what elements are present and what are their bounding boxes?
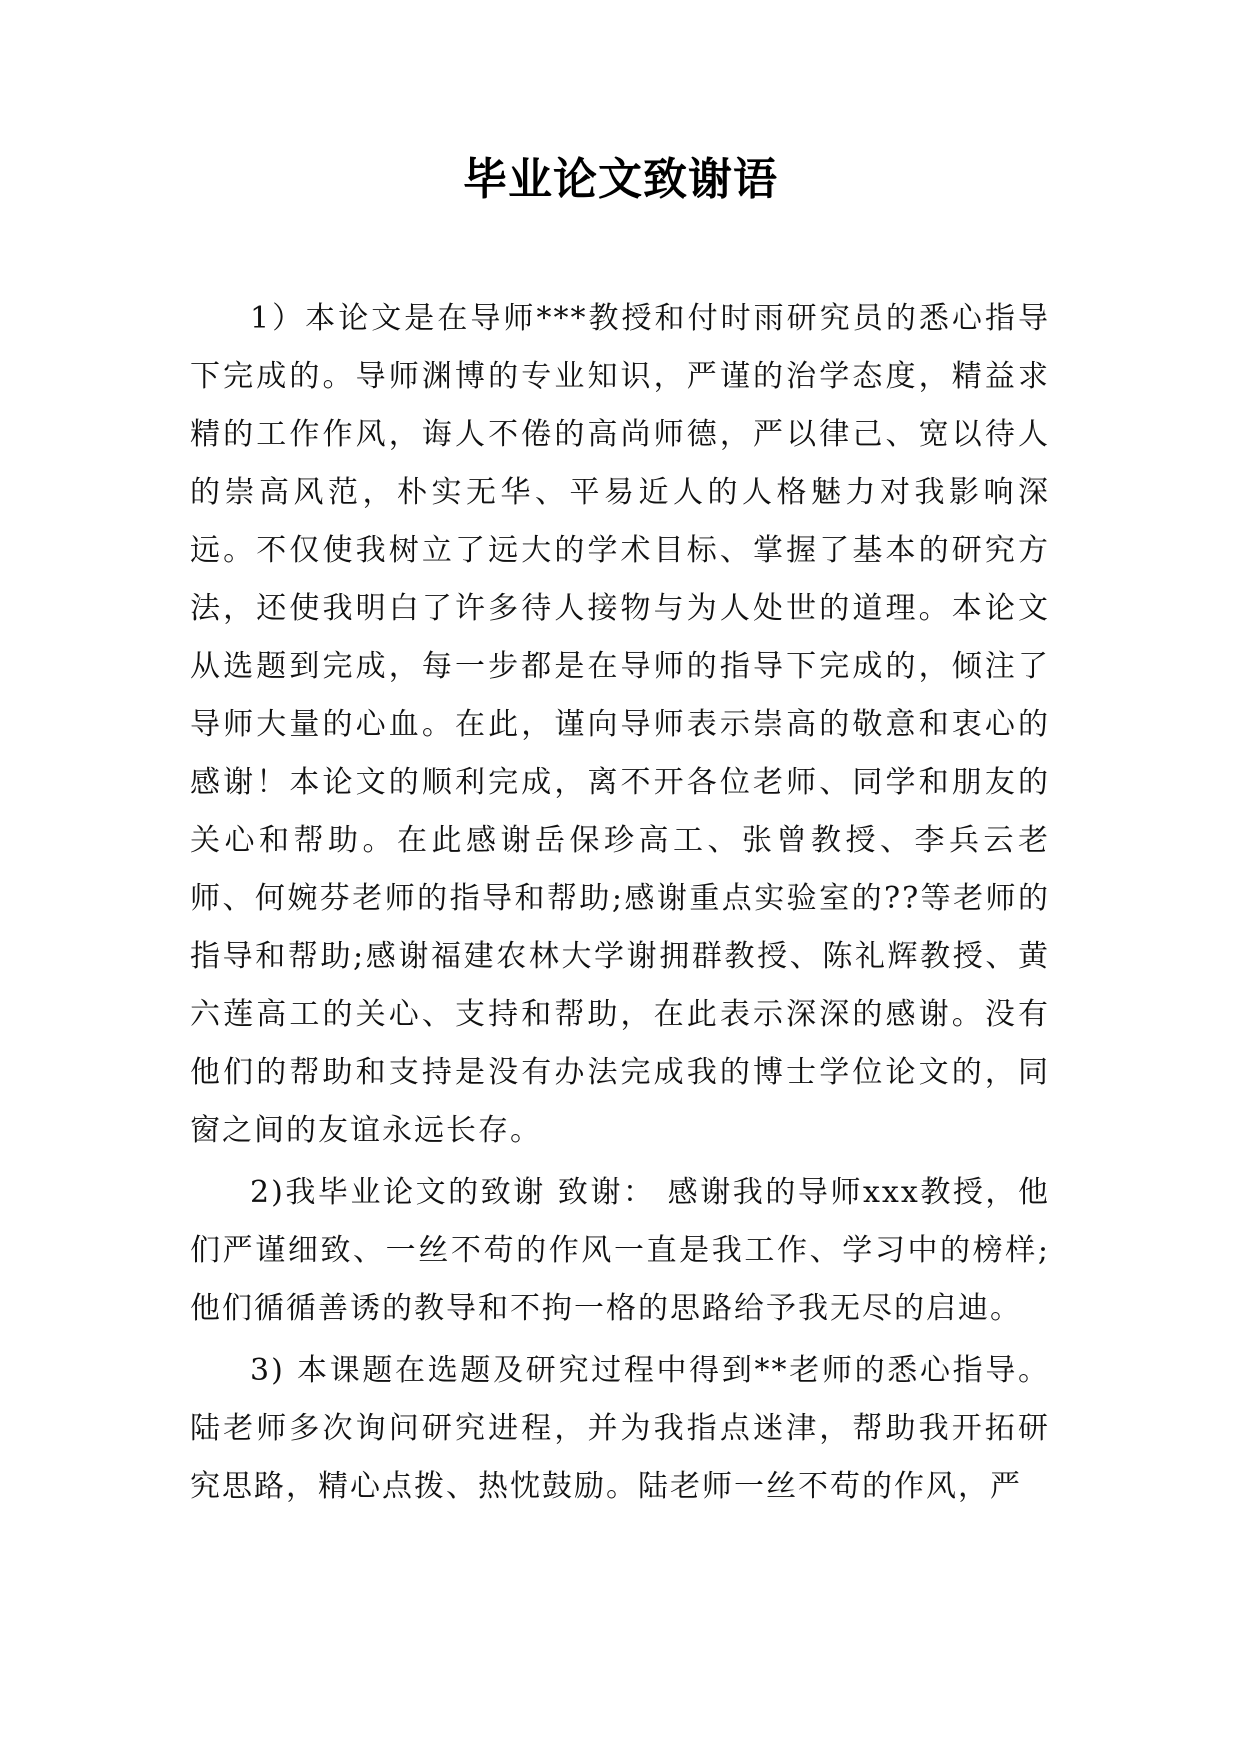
paragraph-3: 3) 本课题在选题及研究过程中得到**老师的悉心指导。陆老师多次询问研究进程，并为我指点迷津，帮助我开拓研究思路，精心点拨、热忱鼓励。陆老师一丝不苟的作风，严 (190, 1353, 1050, 1504)
document-title: 毕业论文致谢语 (463, 154, 778, 205)
document-body (190, 290, 1050, 1516)
paragraph-2: 2)我毕业论文的致谢 致谢： 感谢我的导师xxx教授，他们严谨细致、一丝不苟的作风一直是我工作、学习中的榜样;他们循循善诱的教导和不拘一格的思路给予我无尽的启迪。 (190, 1175, 1050, 1326)
paragraph-1: 1）本论文是在导师***教授和付时雨研究员的悉心指导下完成的。导师渊博的专业知识，严谨的治学态度，精益求精的工作作风，诲人不倦的高尚师德，严以律己、宽以待人的崇高风范，朴实无华、平易近人的人格魅力对我影响深远。不仅使我树立了远大的学术目标、掌握了基本的研究方法，还使我明白了许多待人接物与为人处世的道理。本论文从选题到完成，每一步都是在导师的指导下完成的，倾注了导师大量的心血。在此，谨向导师表示崇高的敬意和衷心的感谢！本论文的顺利完成，离不开各位老师、同学和朋友的关心和帮助。在此感谢岳保珍高工、张曾教授、李兵云老师、何婉芬老师的指导和帮助;感谢重点实验室的??等老师的指导和帮助;感谢福建农林大学谢拥群教授、陈礼辉教授、黄六莲高工的关心、支持和帮助，在此表示深深的感谢。没有他们的帮助和支持是没有办法完成我的博士学位论文的，同窗之间的友谊永远长存。 (190, 301, 1050, 1148)
